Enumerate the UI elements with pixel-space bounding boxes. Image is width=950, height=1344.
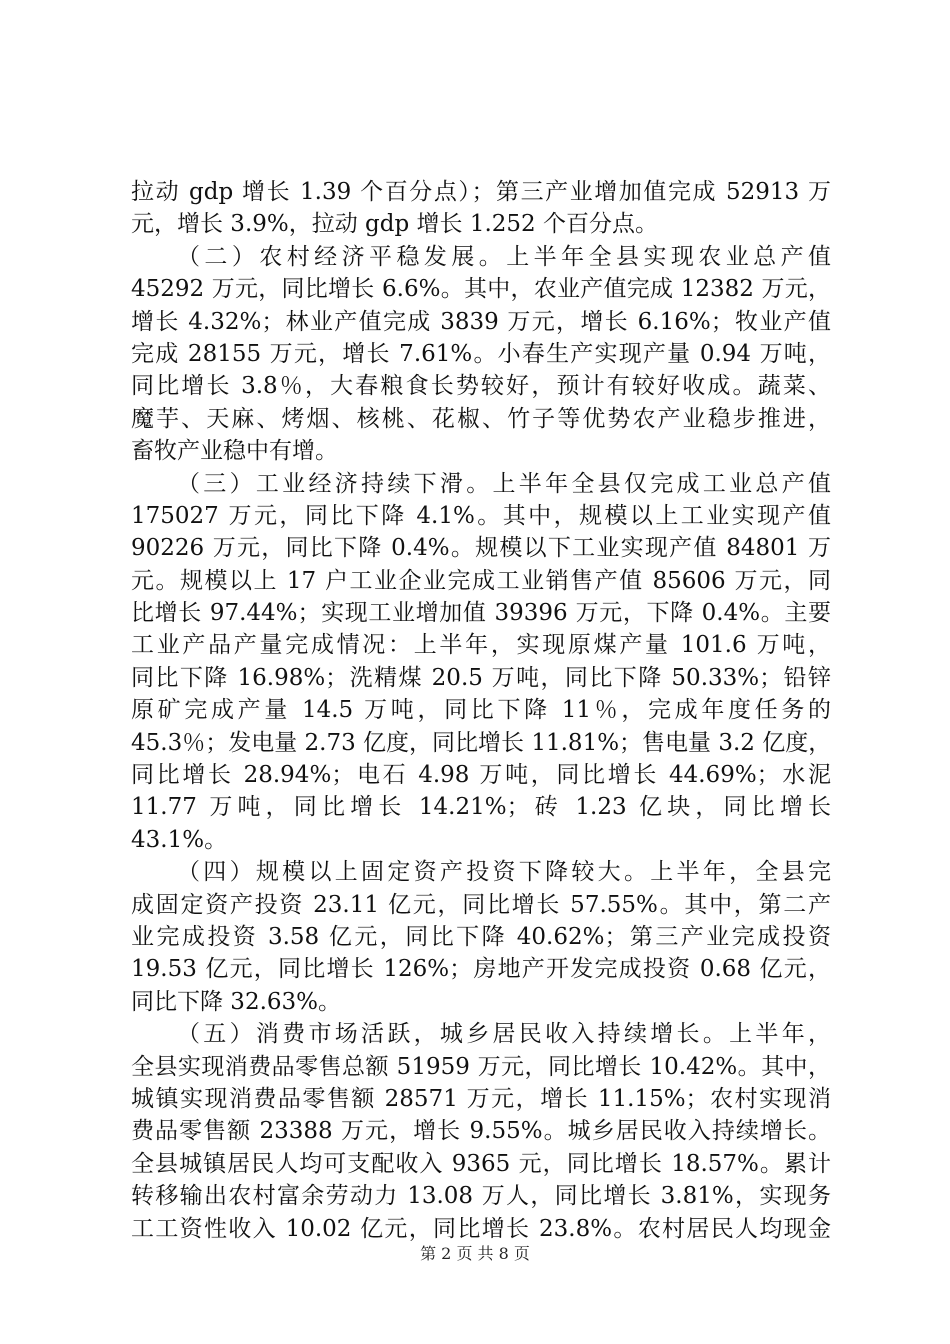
text-line: 工工资性收入 10.02 亿元，同比增长 23.8%。农村居民人均现金 xyxy=(131,1215,831,1242)
text-line: （四）规模以上固定资产投资下降较大。上半年，全县完 xyxy=(177,859,831,886)
text-line: 同比下降 16.98%；洗精煤 20.5 万吨，同比下降 50.33%；铅锌 xyxy=(131,664,831,691)
page-footer: 第 2 页 共 8 页 xyxy=(420,1244,530,1263)
text-line: （二）农村经济平稳发展。上半年全县实现农业总产值 xyxy=(177,243,831,270)
text-line: 成固定资产投资 23.11 亿元，同比增长 57.55%。其中，第二产 xyxy=(131,891,831,918)
text-line: 畜牧产业稳中有增。 xyxy=(131,438,338,465)
text-line: 90226 万元，同比下降 0.4%。规模以下工业实现产值 84801 万 xyxy=(131,535,831,562)
text-line: 同比增长 28.94%；电石 4.98 万吨，同比增长 44.69%；水泥 xyxy=(131,762,831,789)
text-line: 全县实现消费品零售总额 51959 万元，同比增长 10.42%。其中， xyxy=(131,1053,831,1080)
text-line: 19.53 亿元，同比增长 126%；房地产开发完成投资 0.68 亿元， xyxy=(131,956,831,983)
text-line: 工业产品产量完成情况：上半年，实现原煤产量 101.6 万吨， xyxy=(131,632,831,659)
text-line: 43.1%。 xyxy=(131,826,228,853)
text-line: 元。规模以上 17 户工业企业完成工业销售产值 85606 万元，同 xyxy=(131,567,831,594)
text-line: （五）消费市场活跃，城乡居民收入持续增长。上半年， xyxy=(177,1021,831,1048)
text-line: 全县城镇居民人均可支配收入 9365 元，同比增长 18.57%。累计 xyxy=(131,1150,831,1177)
text-line: 45.3％；发电量 2.73 亿度，同比增长 11.81%；售电量 3.2 亿度， xyxy=(131,729,832,756)
text-line: 转移输出农村富余劳动力 13.08 万人，同比增长 3.81%，实现务 xyxy=(131,1183,831,1210)
text-line: （三）工业经济持续下滑。上半年全县仅完成工业总产值 xyxy=(177,470,831,497)
text-line: 比增长 97.44%；实现工业增加值 39396 万元，下降 0.4%。主要 xyxy=(131,600,831,627)
body-text xyxy=(131,176,831,1245)
text-line: 完成 28155 万元，增长 7.61%。小春生产实现产量 0.94 万吨， xyxy=(131,340,831,367)
text-line: 费品零售额 23388 万元，增长 9.55%。城乡居民收入持续增长。 xyxy=(131,1118,831,1145)
text-line: 拉动 gdp 增长 1.39 个百分点）；第三产业增加值完成 52913 万 xyxy=(131,179,831,205)
text-line: 同比增长 3.8％，大春粮食长势较好，预计有较好收成。蔬菜、 xyxy=(131,373,831,400)
text-line: 175027 万元，同比下降 4.1%。其中，规模以上工业实现产值 xyxy=(131,502,831,529)
text-line: 业完成投资 3.58 亿元，同比下降 40.62%；第三产业完成投资 xyxy=(131,923,831,950)
text-line: 增长 4.32%；林业产值完成 3839 万元，增长 6.16%；牧业产值 xyxy=(131,308,831,335)
text-line: 11.77 万吨，同比增长 14.21%；砖 1.23 亿块，同比增长 xyxy=(131,794,831,821)
text-line: 原矿完成产量 14.5 万吨，同比下降 11％，完成年度任务的 xyxy=(131,697,831,724)
text-line: 城镇实现消费品零售额 28571 万元，增长 11.15%；农村实现消 xyxy=(131,1085,831,1112)
text-line: 元，增长 3.9%，拉动 gdp 增长 1.252 个百分点。 xyxy=(131,211,659,238)
text-line: 45292 万元，同比增长 6.6%。其中，农业产值完成 12382 万元， xyxy=(131,276,831,303)
text-line: 魔芋、天麻、烤烟、核桃、花椒、竹子等优势农产业稳步推进， xyxy=(131,405,831,432)
text-line: 同比下降 32.63%。 xyxy=(131,988,342,1015)
